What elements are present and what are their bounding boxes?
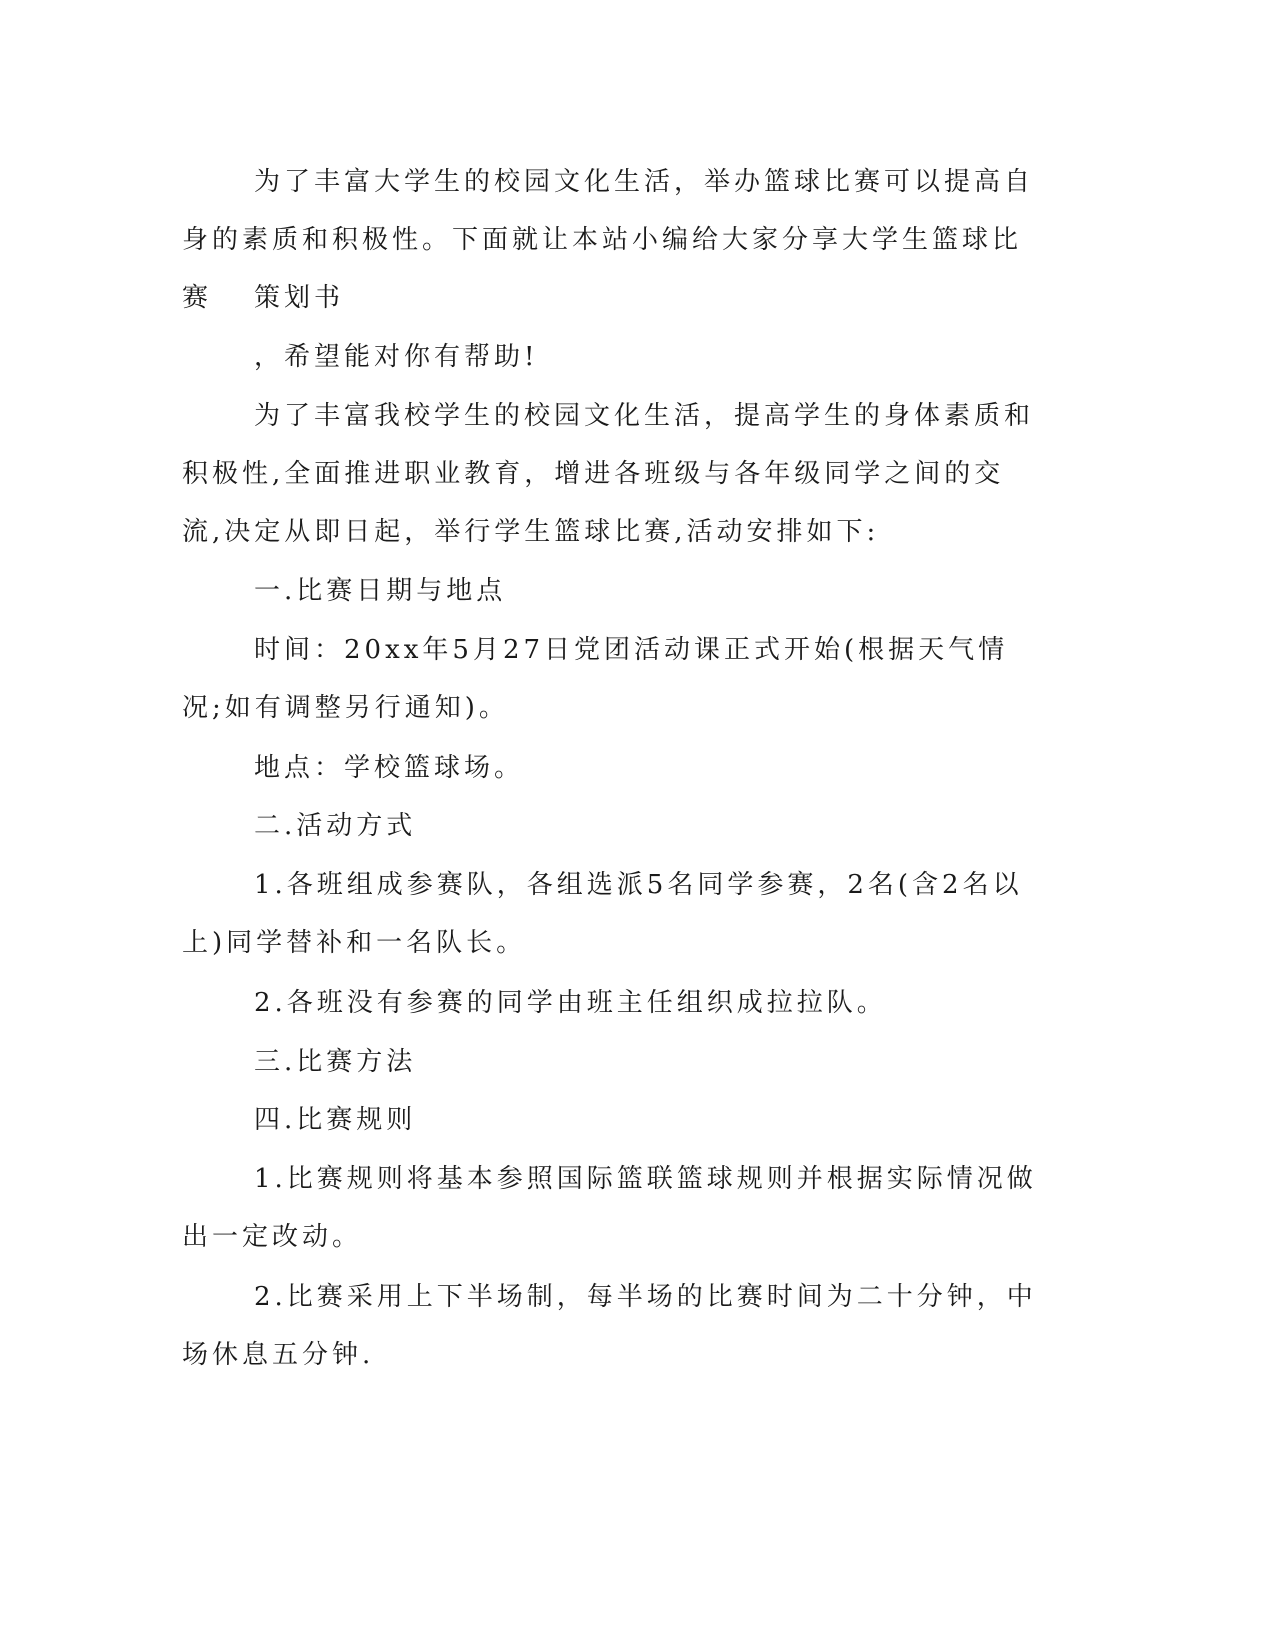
- section-heading-activity-method: 二.活动方式: [254, 811, 417, 841]
- activity-item-1: 1.各班组成参赛队，各组选派5名同学参赛，2名(含2名以上)同学替补和一名队长。: [182, 870, 1023, 958]
- time-paragraph: 时间：20xx年5月27日党团活动课正式开始(根据天气情况;如有调整另行通知)。: [182, 635, 1009, 723]
- intro-paragraph: 为了丰富大学生的校园文化生活，举办篮球比赛可以提高自身的素质和积极性。下面就让本站小编给大家分享大学生篮球比赛: [182, 167, 1035, 313]
- section-heading-competition-method: 三.比赛方法: [254, 1047, 417, 1077]
- purpose-paragraph: 为了丰富我校学生的校园文化生活，提高学生的身体素质和积极性,全面推进职业教育，增进各班级与各年级同学之间的交流,决定从即日起，举行学生篮球比赛,活动安排如下:: [182, 401, 1035, 547]
- plan-title-line: 策划书: [254, 283, 345, 313]
- rules-item-2: 2.比赛采用上下半场制，每半场的比赛时间为二十分钟，中场休息五分钟.: [182, 1282, 1037, 1370]
- wish-line: ，希望能对你有帮助!: [254, 342, 539, 372]
- rules-item-1: 1.比赛规则将基本参照国际篮联篮球规则并根据实际情况做出一定改动。: [182, 1164, 1037, 1252]
- activity-item-2: 2.各班没有参赛的同学由班主任组织成拉拉队。: [254, 988, 887, 1018]
- place-paragraph: 地点：学校篮球场。: [254, 753, 525, 783]
- section-heading-date-place: 一.比赛日期与地点: [254, 576, 507, 606]
- section-heading-competition-rules: 四.比赛规则: [254, 1105, 417, 1135]
